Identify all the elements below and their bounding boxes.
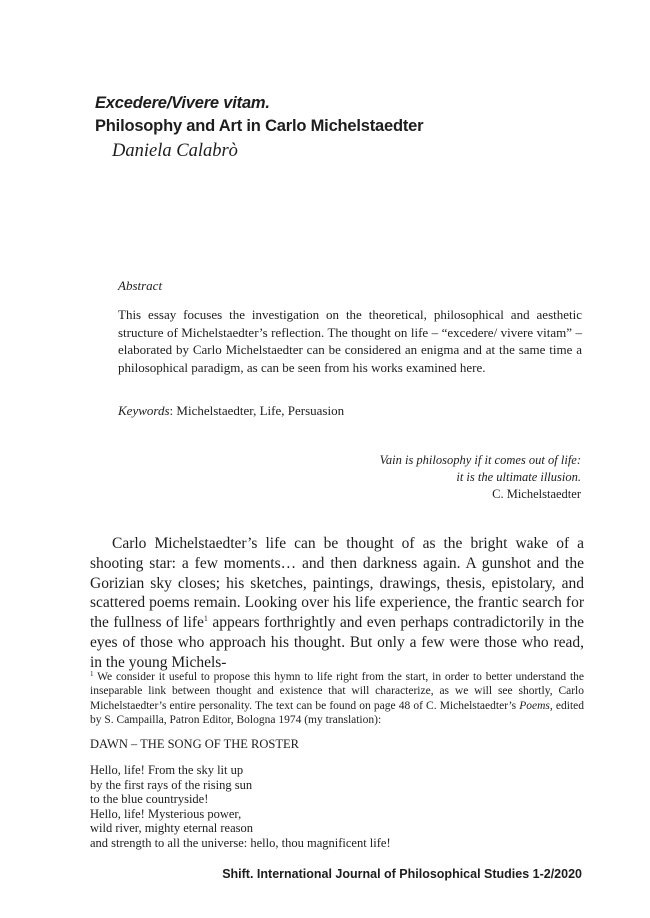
body-text-part-1: Carlo Michelstaedter’s life can be thought of as the bright wake of a shooting star: a few moments… and then darkness again. A gunshot and the Gorizian sky closes; his sketches, paintings, drawings, thesis, epistolary, and scattered poems remain. Looking over his life experience, the frantic search for the fullness of life [90, 535, 584, 632]
abstract-heading: Abstract [118, 278, 163, 293]
epigraph-line-1: Vain is philosophy if it comes out of life: [379, 453, 581, 467]
body-paragraph [90, 534, 584, 673]
footnote-poems-title: Poems [519, 699, 550, 712]
footnote-text-part-2: , edited by S. Campailla, Patron Editor, Bologna 1974 (my translation): [90, 699, 584, 727]
footnote [90, 670, 584, 728]
poem [90, 763, 391, 851]
poem-title: DAWN – THE SONG OF THE ROSTER [90, 737, 299, 751]
journal-footer: Shift. International Journal of Philosophical Studies 1-2/2020 [222, 867, 582, 881]
body-text-part-2: appears forthrightly and even perhaps contradictorily in the eyes of those who approach his thought. But only a few were those who read, in the young Michels- [90, 614, 584, 671]
footnote-reference[interactable]: 1 [203, 614, 208, 624]
poem-line: Hello, life! Mysterious power, [90, 806, 242, 821]
keywords-list: : Michelstaedter, Life, Persuasion [169, 403, 345, 418]
poem-line: by the first rays of the rising sun [90, 777, 253, 792]
abstract-text: This essay focuses the investigation on the theoretical, philosophical and aesthetic structure of Michelstaedter’s reflection. The thought on life – “excedere/ vivere vitam” – elaborated by Carlo Michelstaedter can be considered an enigma and at the same time a philosophical paradigm, as can be seen from his works examined here. [118, 307, 582, 375]
keywords-label: Keywords [118, 403, 170, 418]
article-title-line-2: Philosophy and Art in Carlo Michelstaedter [95, 117, 424, 135]
keywords [118, 403, 344, 419]
footnote-number: 1 [90, 670, 94, 678]
footnote-text-part-1: We consider it useful to propose this hymn to life right from the start, in order to better understand the inseparable link between thought and existence that will characterize, as we will see shortly, Carlo Michelstaedter’s entire personality. The text can be found on page 48 of C. Michelstaedter’s [90, 671, 584, 712]
epigraph-line-2: it is the ultimate illusion. [456, 470, 581, 484]
article-title-line-1: Excedere/Vivere vitam. [95, 94, 270, 112]
poem-line: and strength to all the universe: hello, thou magnificent life! [90, 835, 391, 850]
epigraph-attribution: C. Michelstaedter [492, 487, 581, 501]
poem-line: Hello, life! From the sky lit up [90, 763, 244, 777]
poem-line: to the blue countryside! [90, 792, 209, 807]
author-name: Daniela Calabrò [112, 141, 238, 161]
poem-line: wild river, mighty eternal reason [90, 821, 253, 836]
